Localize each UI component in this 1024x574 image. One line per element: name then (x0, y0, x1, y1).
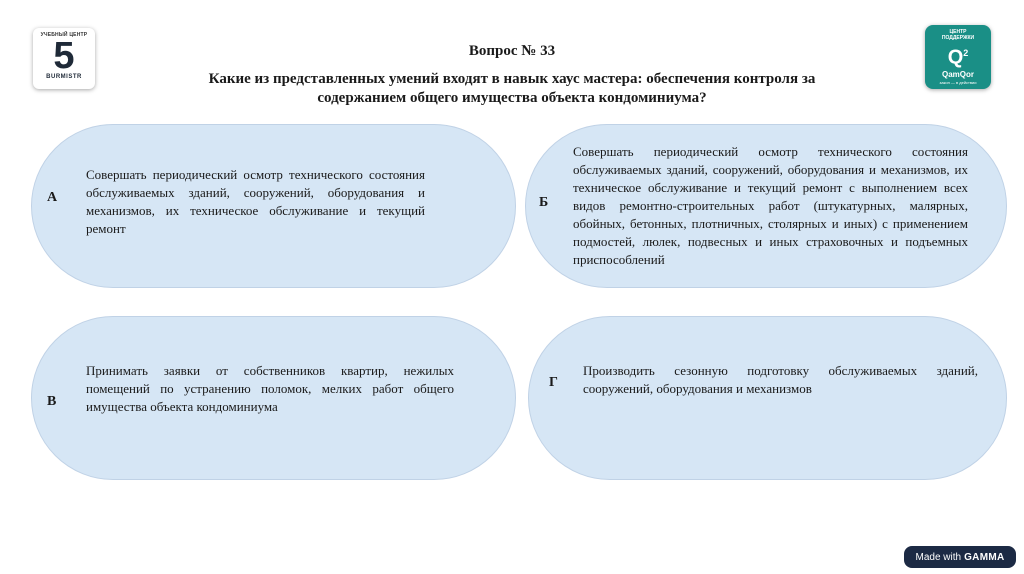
option-letter: В (47, 394, 57, 409)
option-text: Принимать заявки от собственников квартир, нежилых помещений по устранению поломок, мелких работ общего имущества объекта кондоминиума (86, 363, 454, 414)
logo-caption: УЧЕБНЫЙ ЦЕНТР (40, 32, 88, 38)
logo-tagline: закон — в действии (939, 79, 977, 85)
made-with-gamma-badge[interactable]: Made with GAMMA (904, 546, 1016, 568)
option-text: Производить сезонную подготовку обслуживаемых зданий, сооружений, оборудования и механизмов (583, 363, 978, 396)
option-letter: Б (539, 195, 549, 210)
option-text: Совершать периодический осмотр технического состояния обслуживаемых зданий, сооружений, оборудования и механизмов, их техническое обслуживание и текущий ремонт с выполнением всех видов ремонтно-строительных работ (штукатурных, малярных, обойных, бетонных, плотничных, столярных и иных) с применением подмостей, люлек, подвесных и иных страховочных и подъемных приспособлений (573, 144, 968, 267)
logo-brand: BURMISTR (46, 74, 82, 80)
logo-caption: ЦЕНТР ПОДДЕРЖКИ (941, 29, 975, 41)
logo-brand: QamQor (941, 69, 974, 79)
answer-option-g[interactable] (528, 316, 1007, 480)
question-text: Какие из представленных умений входят в навык хаус мастера: обеспечения контроля за содержанием общего имущества объекта кондоминиума? (208, 71, 816, 106)
option-letter: Г (549, 375, 558, 390)
option-text: Совершать периодический осмотр технического состояния обслуживаемых зданий, сооружений, оборудования и механизмов, их техническое обслуживание и текущий ремонт (86, 167, 425, 236)
question-number-title: Вопрос № 33 (468, 43, 556, 59)
option-letter: А (47, 190, 58, 205)
logo-mark: $Q^2$ (947, 46, 969, 69)
logo-number: 5 (53, 35, 75, 77)
